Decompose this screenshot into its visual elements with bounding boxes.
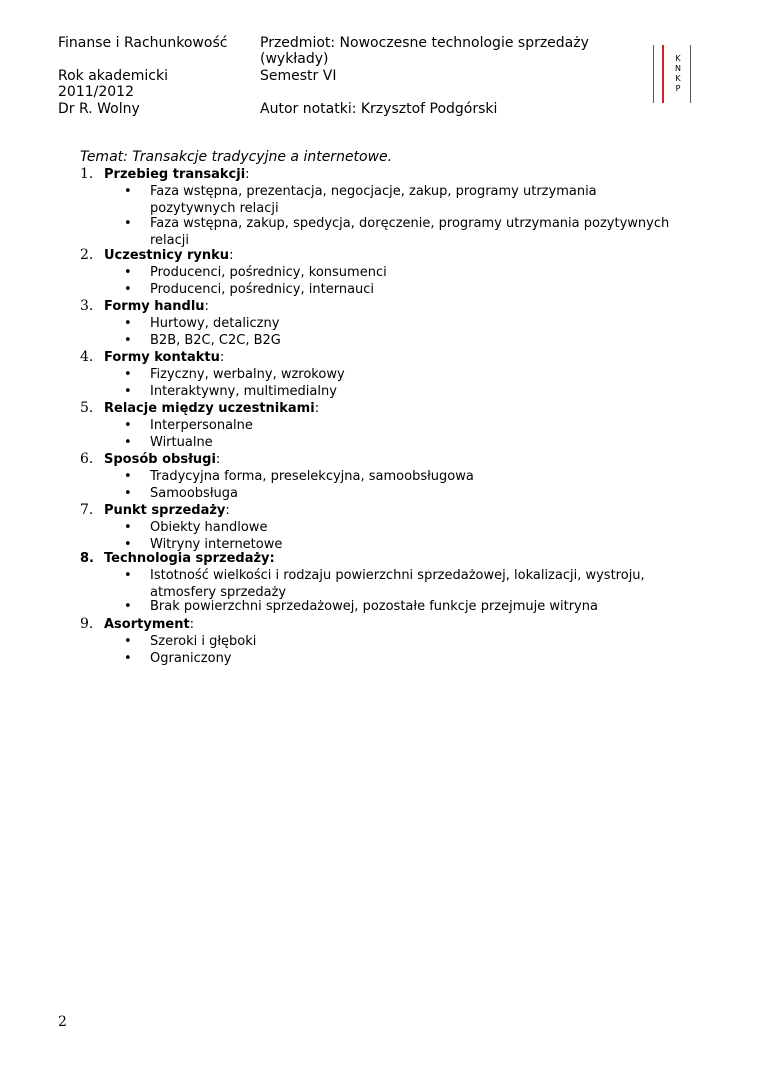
knkp-logo (653, 45, 691, 103)
bullet-icon: • (124, 568, 132, 583)
bullet-icon: • (124, 184, 132, 199)
bullet-icon: • (124, 486, 132, 501)
bullet-icon: • (124, 316, 132, 331)
section-number: 8. (80, 551, 94, 566)
section-number: 1. (80, 166, 94, 182)
page-number: 2 (58, 1014, 67, 1030)
bullet-text: Samoobsługa (150, 486, 238, 501)
bullet-icon: • (124, 520, 132, 535)
bullet-icon: • (124, 367, 132, 382)
bullet-text: Hurtowy, detaliczny (150, 316, 280, 331)
section-number: 3. (80, 298, 94, 314)
bullet-text: Faza wstępna, zakup, spedycja, doręczenie, programy utrzymania pozytywnych relacji (150, 216, 670, 248)
section-title: Relacje między uczestnikami (104, 401, 315, 416)
section-colon: : (225, 503, 230, 518)
bullet-text: Obiekty handlowe (150, 520, 268, 535)
bullet-icon: • (124, 265, 132, 280)
logo-letter: N (675, 64, 681, 73)
section-number: 2. (80, 247, 94, 263)
bullet-icon: • (124, 282, 132, 297)
bullet-icon: • (124, 333, 132, 348)
bullet-text: Interaktywny, multimedialny (150, 384, 337, 399)
section-number: 7. (80, 502, 94, 518)
subject: Przedmiot: Nowoczesne technologie sprzedaży (wykłady) (260, 35, 589, 67)
bullet-icon: • (124, 469, 132, 484)
section-title: Asortyment (104, 617, 190, 632)
section-title: Uczestnicy rynku (104, 248, 230, 263)
lecturer: Dr R. Wolny (58, 101, 140, 117)
bullet-text: Producenci, pośrednicy, konsumenci (150, 265, 387, 280)
bullet-text: Szeroki i głęboki (150, 634, 257, 649)
bullet-text: Istotność wielkości i rodzaju powierzchni sprzedażowej, lokalizacji, wystroju, atmosfery sprzedaży (150, 568, 645, 600)
section-colon: : (314, 401, 320, 416)
bullet-icon: • (124, 216, 132, 231)
semester: Semestr VI (260, 68, 337, 84)
section-number: 9. (80, 616, 94, 632)
section-colon: : (245, 167, 250, 182)
field-of-study: Finanse i Rachunkowość (58, 35, 228, 51)
bullet-text: B2B, B2C, C2C, B2G (150, 333, 281, 348)
logo-letter: P (675, 84, 681, 93)
academic-year: Rok akademicki 2011/2012 (58, 68, 168, 100)
section-number: 6. (80, 451, 94, 467)
bullet-text: Ograniczony (150, 651, 232, 666)
bullet-icon: • (124, 537, 132, 552)
bullet-text: Tradycyjna forma, preselekcyjna, samoobsługowa (150, 469, 474, 484)
section-colon: : (229, 248, 234, 263)
bullet-text: Producenci, pośrednicy, internauci (150, 282, 375, 297)
section-title: Formy handlu (104, 299, 205, 314)
section-colon: : (215, 452, 221, 467)
bullet-text: Wirtualne (150, 435, 213, 450)
logo-letter: K (675, 74, 681, 83)
bullet-icon: • (124, 435, 132, 450)
bullet-text: Brak powierzchni sprzedażowej, pozostałe funkcje przejmuje witryna (150, 599, 598, 614)
bullet-text: Fizyczny, werbalny, wzrokowy (150, 367, 345, 382)
bullet-text: Witryny internetowe (150, 537, 283, 552)
section-title: Przebieg transakcji (104, 167, 246, 182)
bullet-icon: • (124, 418, 132, 433)
bullet-text: Interpersonalne (150, 418, 253, 433)
section-number: 4. (80, 349, 94, 365)
section-title: Technologia sprzedaży: (104, 551, 275, 566)
section-title: Formy kontaktu (104, 350, 220, 365)
section-title: Punkt sprzedaży (104, 503, 226, 518)
section-colon: : (204, 299, 209, 314)
bullet-icon: • (124, 651, 132, 666)
bullet-icon: • (124, 599, 132, 614)
logo-letter: K (675, 54, 681, 63)
topic-title: Temat: Transakcje tradycyjne a internetowe. (80, 149, 393, 165)
section-title: Sposób obsługi (104, 452, 216, 467)
section-colon: : (189, 617, 195, 632)
section-colon: : (219, 350, 225, 365)
bullet-text: Faza wstępna, prezentacja, negocjacje, zakup, programy utrzymania pozytywnych relacji (150, 184, 597, 216)
bullet-icon: • (124, 634, 132, 649)
note-author: Autor notatki: Krzysztof Podgórski (260, 101, 498, 117)
section-number: 5. (80, 400, 94, 416)
bullet-icon: • (124, 384, 132, 399)
